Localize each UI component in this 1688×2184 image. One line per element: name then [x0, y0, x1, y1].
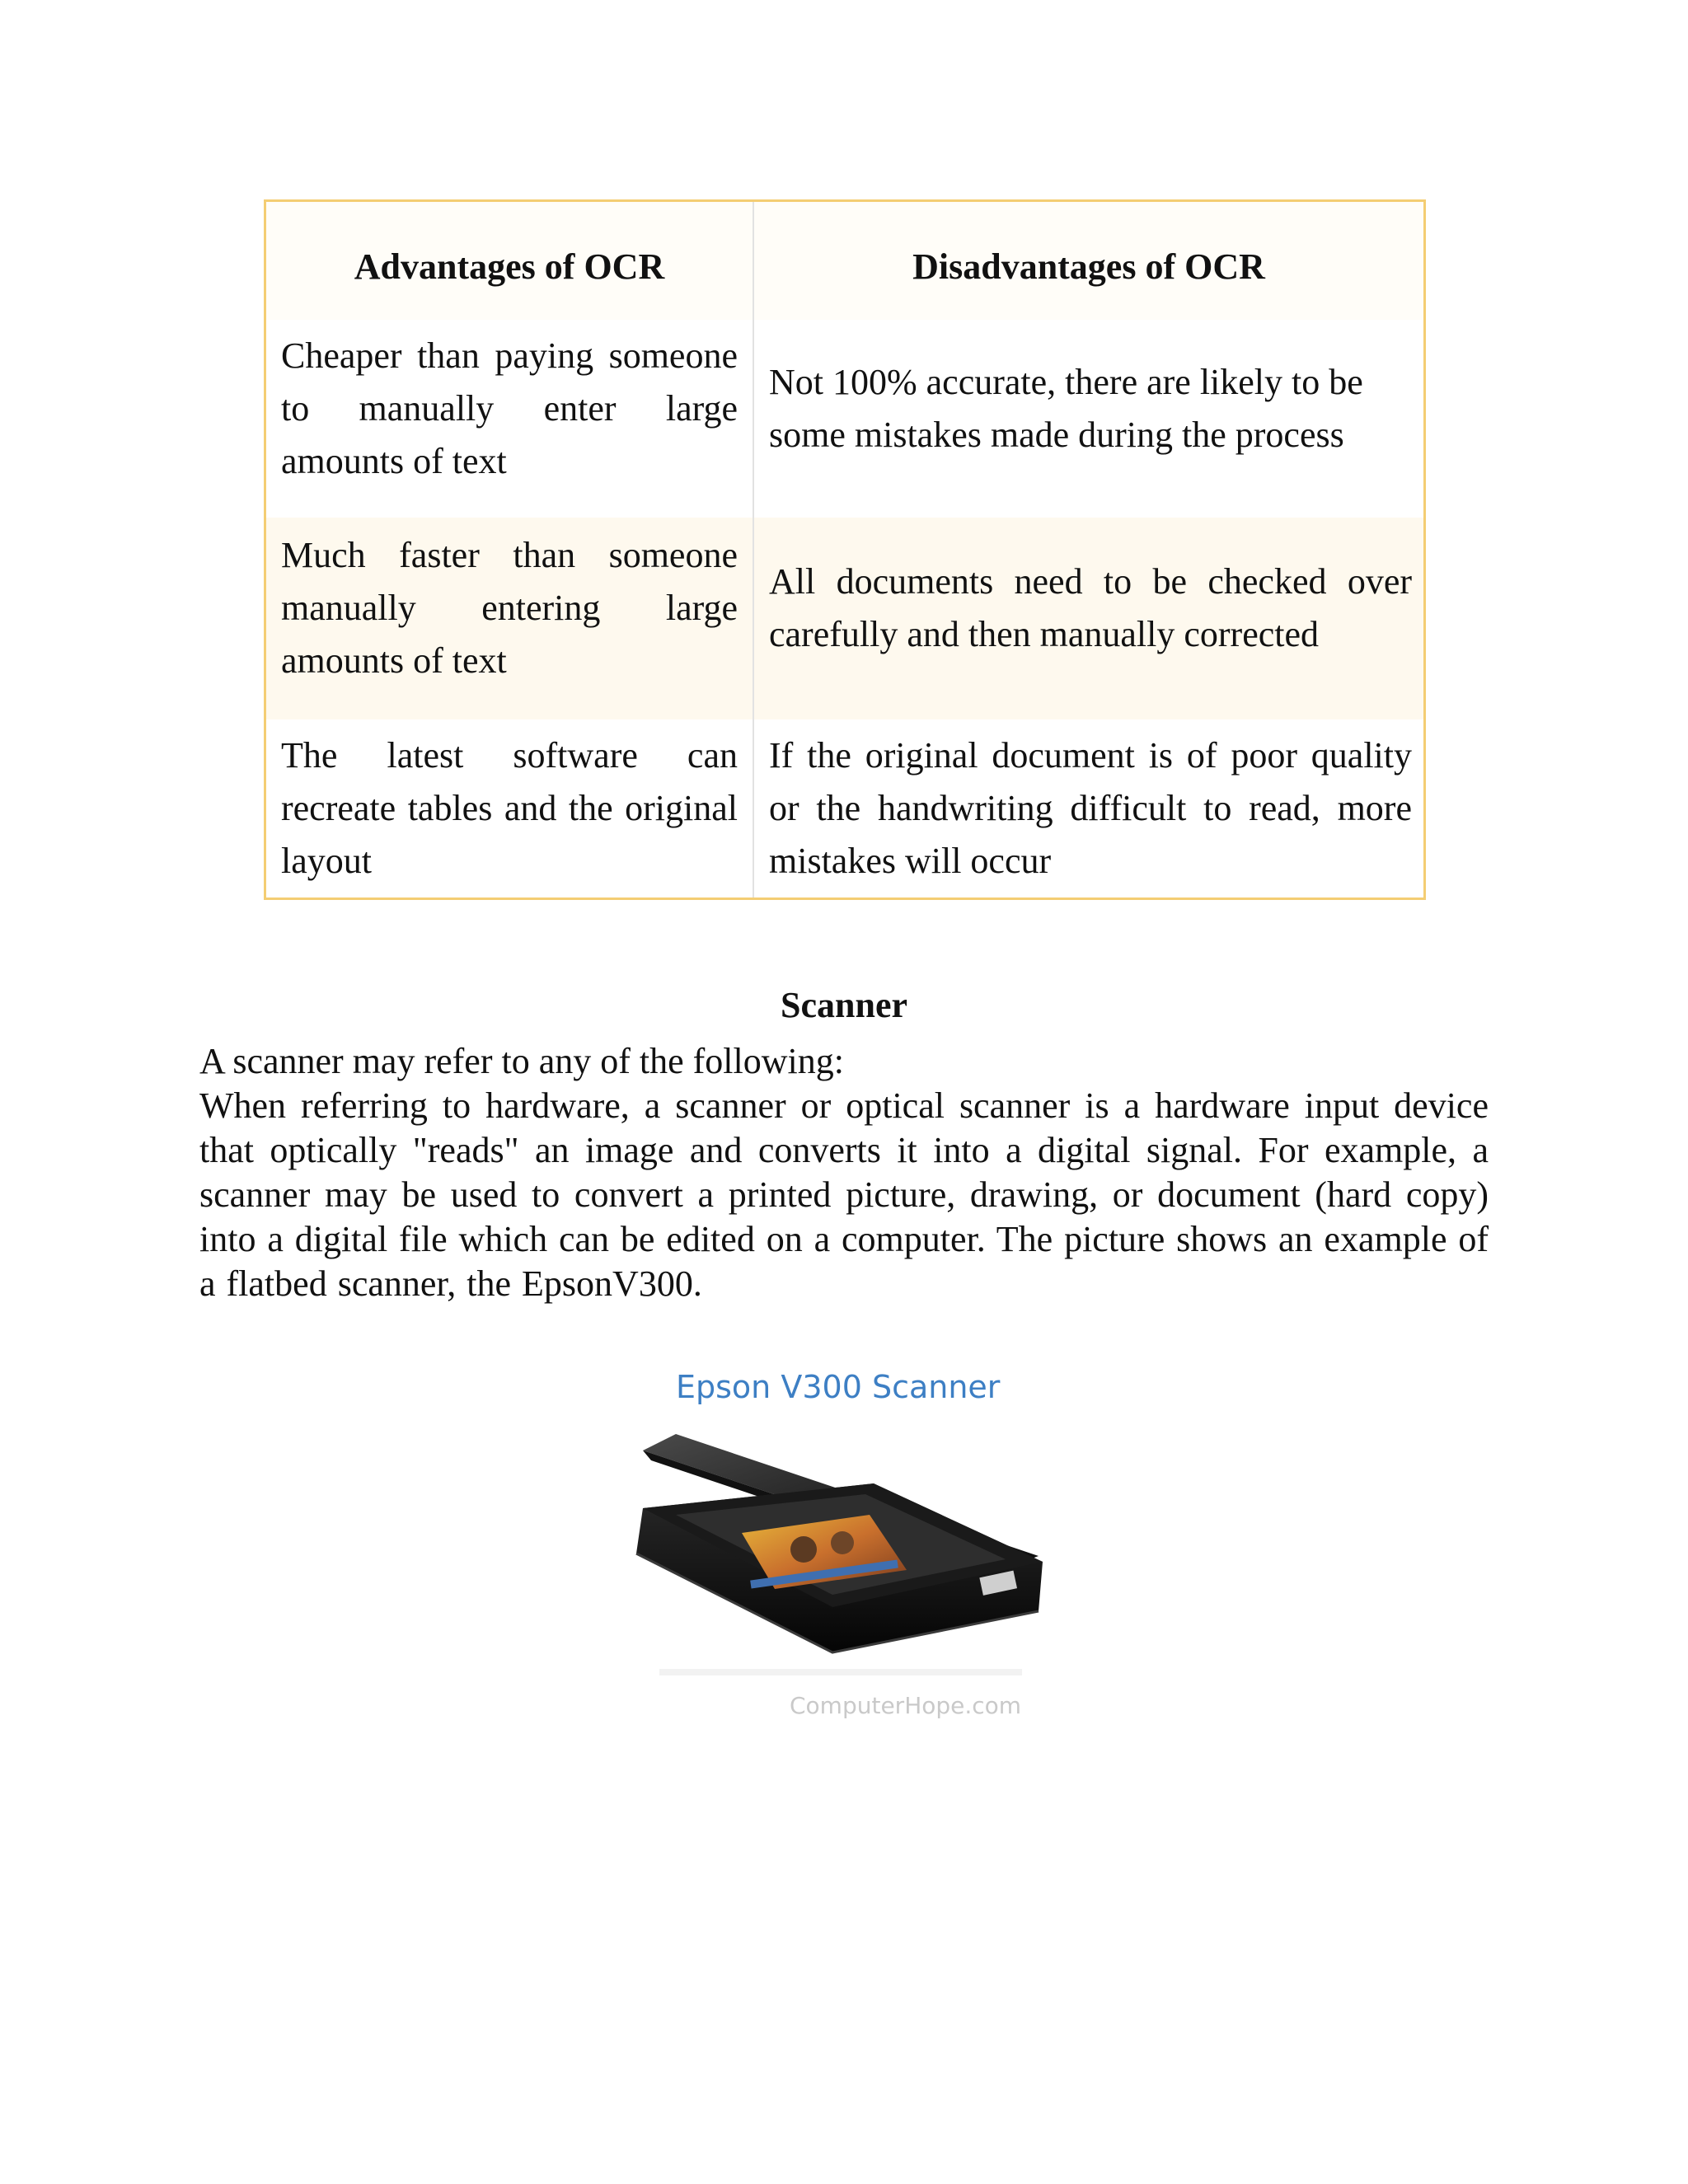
disadvantage-cell: All documents need to be checked over carefully and then manually corrected — [769, 561, 1412, 654]
table-row — [266, 320, 1423, 518]
disadvantage-cell: Not 100% accurate, there are likely to be some mistakes made during the process — [769, 362, 1363, 455]
header-disadvantages: Disadvantages of OCR — [912, 246, 1265, 287]
advantage-cell: Much faster than someone manually entering large amounts of text — [281, 535, 738, 681]
advantage-cell: The latest software can recreate tables and the original layout — [281, 735, 738, 881]
ocr-comparison-table — [264, 199, 1426, 900]
scanner-figure — [626, 1360, 1055, 1722]
header-advantages: Advantages of OCR — [354, 246, 665, 287]
disadvantage-cell: If the original document is of poor quality or the handwriting difficult to read, more mistakes will occur — [769, 735, 1412, 881]
figure-caption: Epson V300 Scanner — [676, 1369, 1001, 1405]
table-row — [266, 518, 1423, 719]
body-paragraph: When referring to hardware, a scanner or optical scanner is a hardware input device that optically "reads" an image and converts it into a digital signal. For example, a scanner may be used to convert a printed picture, drawing, or document (hard copy) into a digital file which can be edited on a computer. The picture shows an example of a flatbed scanner, the EpsonV300. — [199, 1085, 1489, 1304]
column-divider — [753, 202, 754, 898]
table-row — [266, 719, 1423, 898]
section-title: Scanner — [781, 985, 907, 1025]
figure-watermark: ComputerHope.com — [790, 1692, 1022, 1719]
advantage-cell: Cheaper than paying someone to manually enter large amounts of text — [281, 335, 738, 481]
flatbed-scanner-image — [626, 1409, 1055, 1694]
intro-text: A scanner may refer to any of the following: — [199, 1041, 844, 1081]
table-header-row — [266, 202, 1423, 320]
